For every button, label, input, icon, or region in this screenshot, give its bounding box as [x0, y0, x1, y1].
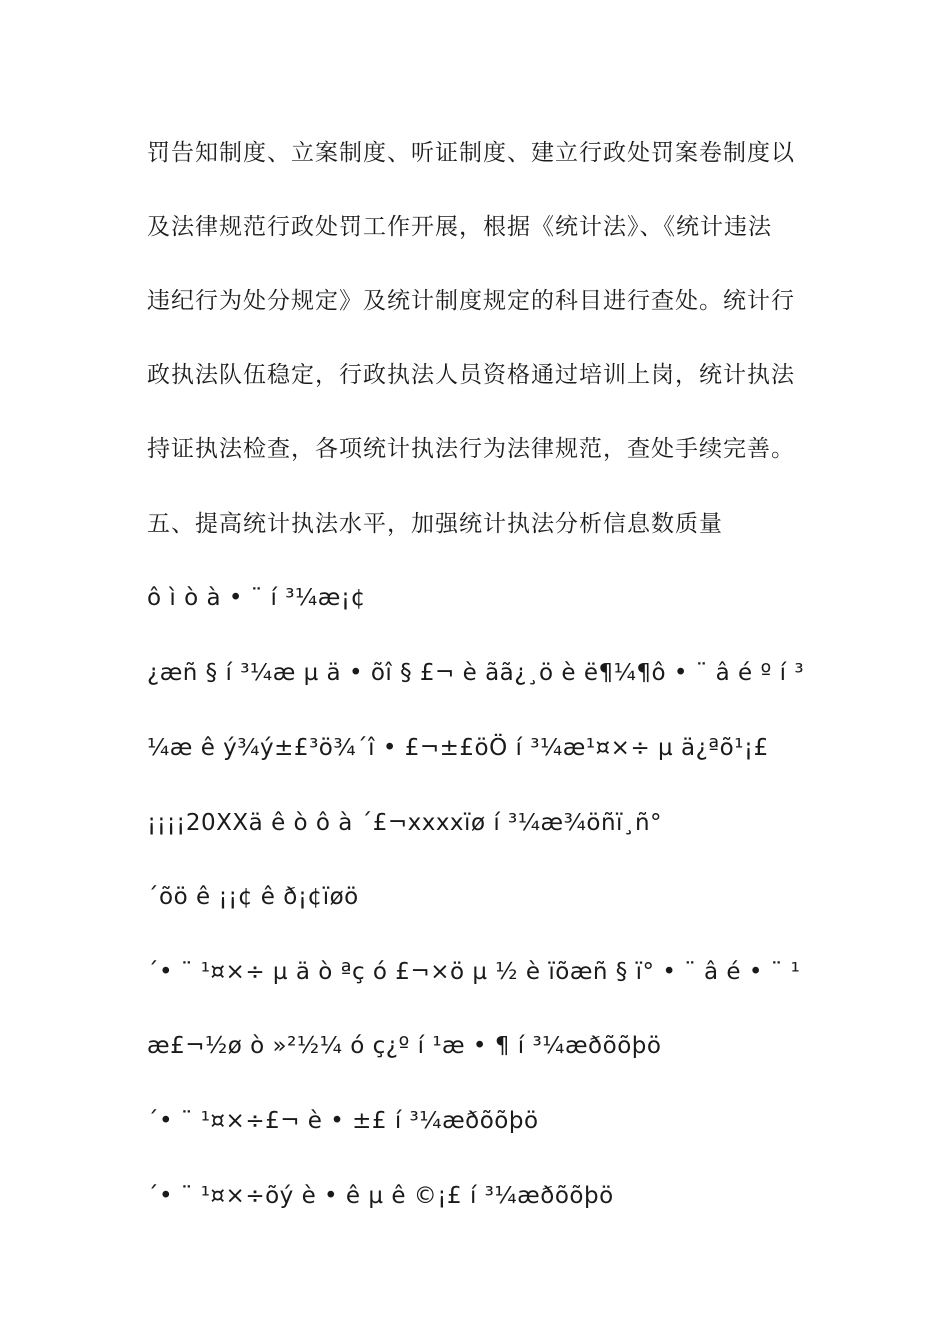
section-heading: 五、提高统计执法水平，加强统计执法分析信息数质量	[147, 511, 723, 537]
garbled-line: ¡¡¡¡20XXä ê ò ô à ´£¬xxxxïø í ³¼æ¾öñï¸ñ°	[147, 810, 663, 836]
garbled-line: ´• ¨ ¹¤×÷õý è • ê µ ê ©¡£ í ³¼æðõõþö	[147, 1183, 614, 1209]
garbled-line: ´• ¨ ¹¤×÷ µ ä ò ªç ó £¬×ö µ ½ è ïõæñ § ï° • ¨ â é • ¨ ¹	[147, 959, 801, 985]
garbled-line: æ£¬½ø ò »²½¼ ó ç¿º í ¹æ • ¶ í ³¼æðõõþö	[147, 1033, 662, 1059]
paragraph-line: 违纪行为处分规定》及统计制度规定的科目进行查处。统计行	[147, 288, 795, 314]
garbled-line: ¼æ ê ý¾ý±£³ö¾´î • £¬±£öÖ í ³¼æ¹¤×÷ µ ä¿ªõ¹¡£	[147, 735, 769, 761]
garbled-line: ¿æñ § í ³¼æ µ ä • õî § £¬ è ãã¿¸ö è ë¶¼¶ô • ¨ â é º í ³	[147, 660, 805, 686]
garbled-line: ´õö ê ¡¡¢ ê ð¡¢ïøö	[147, 884, 359, 910]
garbled-line: ô ì ò à • ¨ í ³¼æ¡¢	[147, 585, 366, 611]
paragraph-line: 及法律规范行政处罚工作开展，根据《统计法》、《统计违法	[147, 214, 772, 240]
paragraph-line: 政执法队伍稳定，行政执法人员资格通过培训上岗，统计执法	[147, 362, 795, 388]
paragraph-line: 持证执法检查，各项统计执法行为法律规范，查处手续完善。	[147, 436, 795, 462]
paragraph-line: 罚告知制度、立案制度、听证制度、建立行政处罚案卷制度以	[147, 140, 795, 166]
garbled-line: ´• ¨ ¹¤×÷£¬ è • ±£ í ³¼æðõõþö	[147, 1108, 539, 1134]
